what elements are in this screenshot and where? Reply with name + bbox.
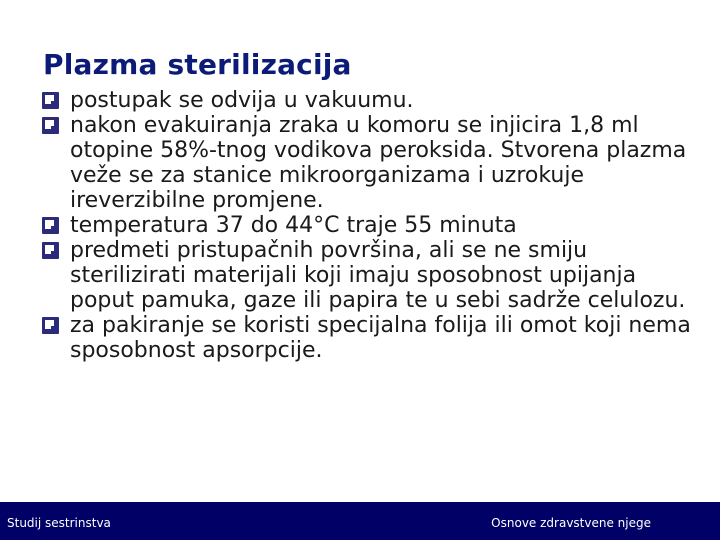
bullet-text: predmeti pristupačnih površina, ali se ne smiju sterilizirati materijali koji imaju sposobnost upijanja poput pamuka, gaze ili papira te u sebi sadrže celulozu. [70,238,686,313]
bullet-text: za pakiranje se koristi specijalna folija ili omot koji nema sposobnost apsorpcije. [70,313,691,363]
square-bullet-icon [42,317,59,334]
bullet-item [42,313,692,363]
square-bullet-icon [42,217,59,234]
footer-bar [0,502,720,540]
slide-title: Plazma sterilizacija [43,48,352,81]
square-bullet-icon [42,117,59,134]
bullet-item [42,238,692,313]
bullet-text: temperatura 37 do 44°C traje 55 minuta [70,213,517,238]
square-bullet-icon [42,92,59,109]
square-bullet-icon [42,242,59,259]
bullet-text: nakon evakuiranja zraka u komoru se injicira 1,8 ml otopine 58%-tnog vodikova peroksida. Stvorena plazma veže se za stanice mikroorganizama i uzrokuje ireverzibilne promjene. [70,113,687,213]
bullet-item [42,113,692,213]
footer-right-text: Osnove zdravstvene njege [491,516,651,530]
footer-left-text: Studij sestrinstva [7,516,111,530]
bullet-text: postupak se odvija u vakuumu. [70,88,414,113]
bullet-item [42,213,692,238]
bullet-list [42,88,692,363]
bullet-item [42,88,692,113]
